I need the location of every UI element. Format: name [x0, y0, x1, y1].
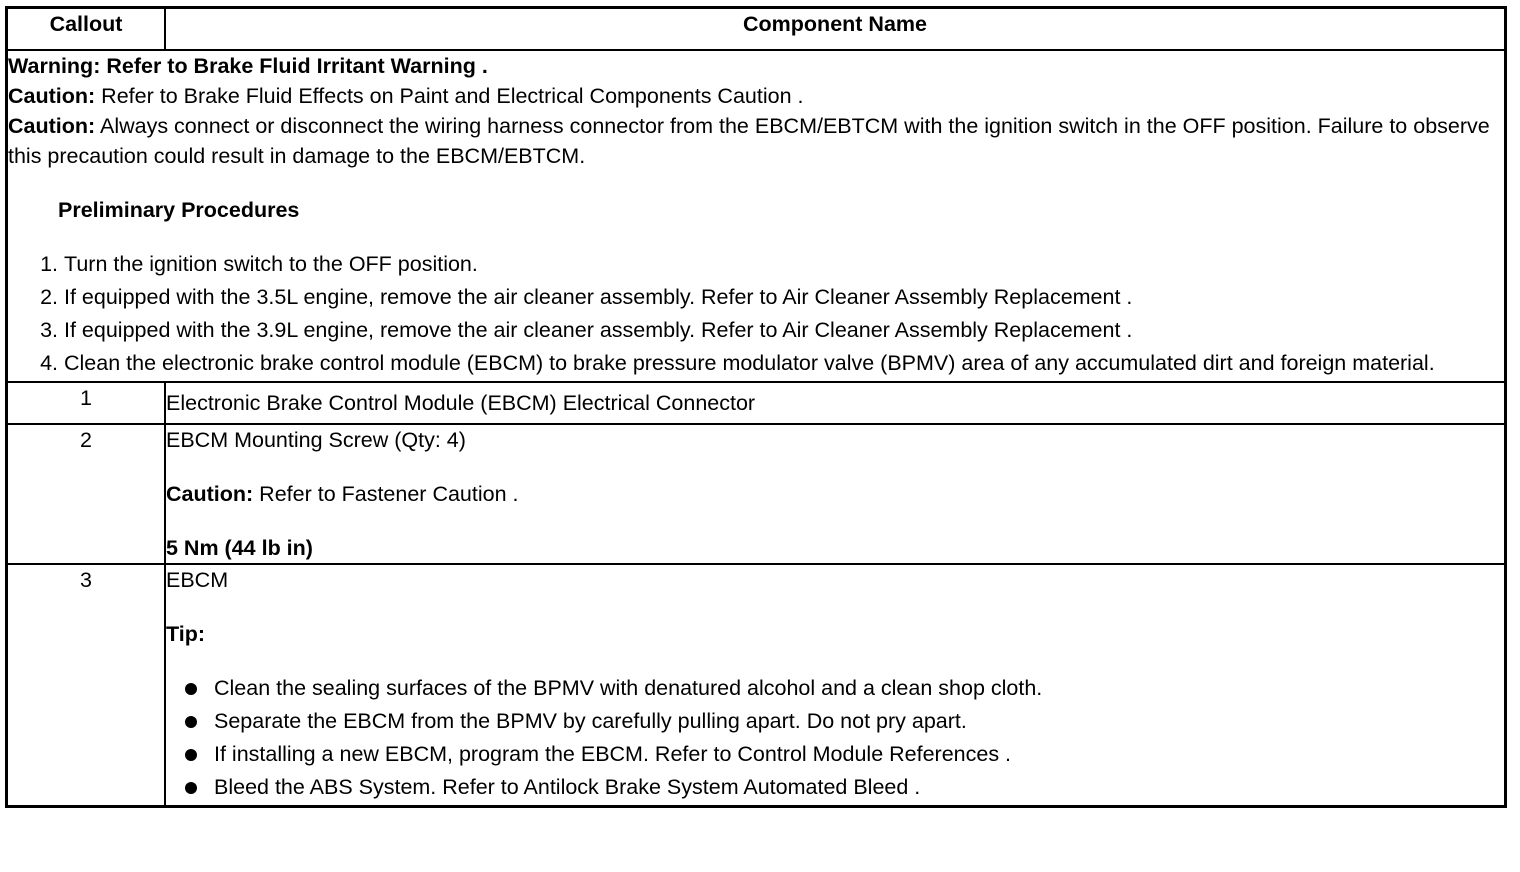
step-item	[8, 249, 1504, 279]
warning-label: Warning:	[8, 54, 101, 78]
list-item	[166, 706, 1504, 736]
step-text: Turn the ignition switch to the OFF position.	[64, 252, 478, 276]
component-cell	[165, 424, 1506, 564]
bullet-icon	[166, 739, 214, 769]
preliminary-procedures-title: Preliminary Procedures	[58, 198, 300, 222]
tip-text: Clean the sealing surfaces of the BPMV with denatured alcohol and a clean shop cloth.	[214, 676, 1043, 700]
component-name: EBCM Mounting Screw (Qty: 4)	[166, 428, 466, 452]
step-number: 1.	[40, 252, 58, 276]
caution-label: Caution:	[8, 84, 96, 108]
header-row	[7, 8, 1506, 51]
table-row	[7, 382, 1506, 424]
preliminary-steps-list	[8, 249, 1504, 378]
callout-number: 3	[7, 564, 166, 807]
caution-line-2	[8, 111, 1504, 171]
step-item	[8, 282, 1504, 312]
component-name: EBCM	[166, 568, 229, 592]
tip-label: Tip:	[166, 622, 206, 646]
caution-line-1	[8, 81, 1504, 111]
component-name-column-header: Component Name	[165, 8, 1506, 51]
bullet-icon	[166, 673, 214, 703]
table-row	[7, 564, 1506, 807]
bullet-icon	[166, 772, 214, 802]
caution-line	[166, 479, 1504, 509]
step-number: 4.	[40, 351, 58, 375]
caution-link[interactable]: Refer to Fastener Caution .	[259, 482, 519, 506]
callout-number: 1	[7, 382, 166, 424]
step-text: Clean the electronic brake control module (EBCM) to brake pressure modulator valve (BPMV) area of any accumulated dirt and foreign material.	[64, 351, 1435, 375]
tip-text[interactable]: Bleed the ABS System. Refer to Antilock Brake System Automated Bleed .	[214, 775, 921, 799]
caution-link[interactable]: Refer to Brake Fluid Effects on Paint and Electrical Components Caution .	[101, 84, 804, 108]
list-item	[166, 673, 1504, 703]
warning-line	[8, 51, 1504, 81]
callout-number: 2	[7, 424, 166, 564]
list-item	[166, 772, 1504, 802]
procedure-table	[5, 6, 1507, 808]
warning-link[interactable]: Refer to Brake Fluid Irritant Warning .	[106, 54, 488, 78]
list-item	[166, 739, 1504, 769]
step-number: 3.	[40, 318, 58, 342]
component-name: Electronic Brake Control Module (EBCM) Electrical Connector	[165, 382, 1506, 424]
step-item	[8, 315, 1504, 345]
tip-text: Separate the EBCM from the BPMV by carefully pulling apart. Do not pry apart.	[214, 709, 967, 733]
caution-label: Caution:	[166, 482, 254, 506]
torque-spec: 5 Nm (44 lb in)	[166, 536, 313, 560]
step-number: 2.	[40, 285, 58, 309]
caution-label: Caution:	[8, 114, 96, 138]
tips-list	[166, 673, 1504, 802]
caution-text: Always connect or disconnect the wiring harness connector from the EBCM/EBTCM with the ignition switch in the OFF position. Failure to observe this precaution could result in damage to the EBCM/EBTCM.	[8, 114, 1490, 168]
step-text[interactable]: If equipped with the 3.5L engine, remove the air cleaner assembly. Refer to Air Cleaner Assembly Replacement .	[64, 285, 1133, 309]
tip-text[interactable]: If installing a new EBCM, program the EBCM. Refer to Control Module References .	[214, 742, 1012, 766]
table-row	[7, 424, 1506, 564]
intro-row	[7, 50, 1506, 382]
component-cell	[165, 564, 1506, 807]
intro-cell	[7, 50, 1506, 382]
callout-column-header: Callout	[7, 8, 166, 51]
bullet-icon	[166, 706, 214, 736]
step-item	[8, 348, 1504, 378]
step-text[interactable]: If equipped with the 3.9L engine, remove the air cleaner assembly. Refer to Air Cleaner Assembly Replacement .	[64, 318, 1133, 342]
